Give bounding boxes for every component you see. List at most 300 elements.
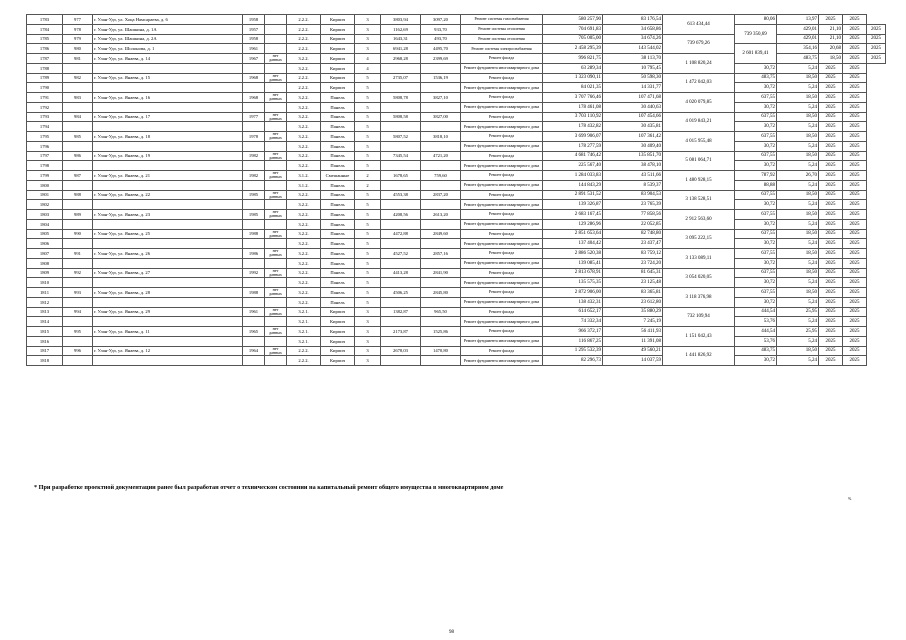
cell-extra-cost: 83 759,12 xyxy=(603,249,663,259)
cell-row-number: 1794 xyxy=(27,122,63,132)
cell-wall-note: нет данных xyxy=(265,268,287,278)
cell-address: г. Улан-Удэ, ул. Янаева, д. 29 xyxy=(93,307,243,317)
cell-wall-material: Кирпич xyxy=(321,356,355,366)
cell-end-year: 2025 xyxy=(843,346,867,356)
cell-end-year: 2025 xyxy=(843,219,867,229)
cell-work-cost: 2 891 531,52 xyxy=(543,190,603,200)
cell-house-id: 978 xyxy=(63,24,93,34)
table-row xyxy=(27,239,886,249)
cell-start-year: 2025 xyxy=(819,200,843,210)
cell-floors: 3 xyxy=(355,24,381,34)
table-row xyxy=(27,132,886,142)
cell-wall-note: нет данных xyxy=(265,210,287,220)
cell-row-number: 1796 xyxy=(27,141,63,151)
cell-house-id: 984 xyxy=(63,112,93,122)
cell-wall-material: Кирпич xyxy=(321,54,355,64)
table-row xyxy=(27,307,886,317)
cell-end-year: 2025 xyxy=(843,151,867,161)
cell-unit-price: 30,72 xyxy=(735,356,777,366)
cell-row-number: 1799 xyxy=(27,171,63,181)
cell-build-year: 1992 xyxy=(243,268,265,278)
cell-build-year xyxy=(243,219,265,229)
cell-living-area xyxy=(421,102,461,112)
cell-wall-material: Панель xyxy=(321,229,355,239)
cell-floors: 5 xyxy=(355,73,381,83)
cell-unit-price-extra: 5,24 xyxy=(777,200,819,210)
table-row xyxy=(27,63,886,73)
cell-total-cost: 1 108 820,24 xyxy=(663,54,735,74)
cell-extra-cost: 22 052,85 xyxy=(603,219,663,229)
cell-start-year: 2025 xyxy=(819,278,843,288)
cell-floors: 3 xyxy=(355,44,381,54)
cell-work-type: Ремонт системы электроснабжения xyxy=(461,44,543,54)
cell-address: г. Улан-Удэ, ул. Янаева, д. 12 xyxy=(93,346,243,356)
cell-total-cost: 1 480 928,15 xyxy=(663,171,735,191)
cell-row-number: 1797 xyxy=(27,151,63,161)
cell-work-cost: 84 021,35 xyxy=(543,83,603,93)
cell-unit-price: 637,55 xyxy=(735,249,777,259)
cell-house-id: 982 xyxy=(63,73,93,83)
cell-extra-cost: 49 560,21 xyxy=(603,346,663,356)
cell-unit-price: 483,75 xyxy=(735,73,777,83)
page-number: 98 xyxy=(449,630,454,635)
cell-floors: 5 xyxy=(355,200,381,210)
cell-house-id: 977 xyxy=(63,15,93,25)
cell-start-year: 2025 xyxy=(843,34,867,44)
cell-unit-price: 30,72 xyxy=(735,278,777,288)
cell-address xyxy=(93,180,243,190)
table-row xyxy=(27,83,886,93)
cell-type-code: 3.2.2. xyxy=(287,151,321,161)
cell-floors: 3 xyxy=(355,317,381,327)
table-row xyxy=(27,317,886,327)
cell-floors: 5 xyxy=(355,190,381,200)
cell-living-area: 2841,90 xyxy=(421,268,461,278)
cell-wall-note: нет данных xyxy=(265,307,287,317)
cell-work-type: Ремонт фасада xyxy=(461,93,543,103)
cell-work-type: Ремонт фундамента многоквартирного дома xyxy=(461,239,543,249)
cell-type-code: 3.2.2. xyxy=(287,102,321,112)
cell-total-area xyxy=(381,141,421,151)
cell-start-year: 2025 xyxy=(819,83,843,93)
cell-unit-price: 637,55 xyxy=(735,93,777,103)
cell-wall-note xyxy=(265,200,287,210)
cell-extra-cost: 135 851,70 xyxy=(603,151,663,161)
cell-end-year: 2025 xyxy=(843,190,867,200)
cell-start-year: 2025 xyxy=(819,210,843,220)
cell-row-number: 1807 xyxy=(27,249,63,259)
cell-row-number: 1809 xyxy=(27,268,63,278)
cell-address: г. Улан-Удэ, ул. Янаева, д. 23 xyxy=(93,210,243,220)
cell-row-number: 1818 xyxy=(27,356,63,366)
cell-start-year: 2025 xyxy=(819,15,843,25)
cell-work-type: Ремонт фундамента многоквартирного дома xyxy=(461,317,543,327)
cell-end-year: 2025 xyxy=(843,249,867,259)
cell-wall-material: Панель xyxy=(321,112,355,122)
cell-house-id: 987 xyxy=(63,171,93,181)
cell-build-year: 1978 xyxy=(243,132,265,142)
cell-start-year: 2025 xyxy=(819,141,843,151)
cell-row-number: 1803 xyxy=(27,210,63,220)
cell-unit-price: 30,72 xyxy=(735,219,777,229)
table-row xyxy=(27,200,886,210)
cell-wall-material: Панель xyxy=(321,102,355,112)
cell-row-number: 1805 xyxy=(27,229,63,239)
cell-work-cost: 580 257,90 xyxy=(543,15,603,25)
cell-unit-price: 30,72 xyxy=(735,122,777,132)
cell-start-year: 2025 xyxy=(819,180,843,190)
cell-total-cost: 3 118 376,98 xyxy=(663,288,735,308)
cell-start-year: 2025 xyxy=(843,24,867,34)
cell-floors: 5 xyxy=(355,210,381,220)
cell-wall-note xyxy=(265,34,287,44)
cell-work-type: Ремонт фундамента многоквартирного дома xyxy=(461,278,543,288)
cell-living-area: 493,70 xyxy=(421,34,461,44)
cell-start-year: 2025 xyxy=(819,73,843,83)
cell-work-type: Ремонт фасада xyxy=(461,190,543,200)
cell-row-number: 1806 xyxy=(27,239,63,249)
cell-wall-material: Панель xyxy=(321,190,355,200)
cell-extra-cost: 83 904,53 xyxy=(603,190,663,200)
cell-extra-cost: 30 440,63 xyxy=(603,102,663,112)
cell-house-id xyxy=(63,200,93,210)
cell-total-area xyxy=(381,122,421,132)
cell-unit-price-extra: 5,24 xyxy=(777,317,819,327)
cell-unit-price: 30,72 xyxy=(735,141,777,151)
cell-living-area xyxy=(421,200,461,210)
cell-work-cost: 82 296,73 xyxy=(543,356,603,366)
cell-wall-material: Панель xyxy=(321,132,355,142)
cell-wall-note: нет данных xyxy=(265,171,287,181)
cell-address xyxy=(93,336,243,346)
cell-type-code: 2.2.2. xyxy=(287,24,321,34)
cell-work-cost: 3 703 110,92 xyxy=(543,112,603,122)
cell-type-code: 2.2.2. xyxy=(287,73,321,83)
cell-wall-note xyxy=(265,297,287,307)
cell-work-type: Ремонт фундамента многоквартирного дома xyxy=(461,122,543,132)
cell-row-number: 1817 xyxy=(27,346,63,356)
cell-work-cost: 178 432,82 xyxy=(543,122,603,132)
cell-floors: 2 xyxy=(355,171,381,181)
cell-unit-price: 88,88 xyxy=(735,180,777,190)
cell-work-cost: 705 005,00 xyxy=(543,34,603,44)
cell-total-cost: 613 434,44 xyxy=(663,15,735,35)
cell-living-area: 2837,20 xyxy=(421,190,461,200)
table-row xyxy=(27,229,886,239)
cell-row-number: 1802 xyxy=(27,200,63,210)
cell-type-code: 3.2.2. xyxy=(287,229,321,239)
cell-wall-material: Панель xyxy=(321,278,355,288)
cell-build-year xyxy=(243,356,265,366)
cell-extra-cost: 7 245,19 xyxy=(603,317,663,327)
cell-work-cost: 138 432,31 xyxy=(543,297,603,307)
cell-build-year: 1988 xyxy=(243,288,265,298)
table-row xyxy=(27,268,886,278)
cell-unit-price: 483,75 xyxy=(735,346,777,356)
table-row xyxy=(27,327,886,337)
cell-work-type: Ремонт системы газоснабжения xyxy=(461,15,543,25)
cell-type-code: 3.2.2. xyxy=(287,239,321,249)
cell-unit-price-extra: 18,50 xyxy=(777,132,819,142)
cell-extra-cost: 34 674,26 xyxy=(603,34,663,44)
cell-total-area xyxy=(381,102,421,112)
cell-build-year: 1957 xyxy=(243,24,265,34)
cell-row-number: 1787 xyxy=(27,54,63,64)
cell-unit-price: 637,55 xyxy=(735,288,777,298)
cell-work-cost: 139 326,87 xyxy=(543,200,603,210)
cell-unit-price: 429,01 xyxy=(777,24,819,34)
cell-unit-price-extra: 18,50 xyxy=(777,73,819,83)
cell-extra-cost: 107 471,68 xyxy=(603,93,663,103)
cell-type-code: 3.2.2. xyxy=(287,200,321,210)
cell-total-cost: 2 601 839,41 xyxy=(735,44,777,64)
cell-floors: 3 xyxy=(355,356,381,366)
cell-house-id: 983 xyxy=(63,93,93,103)
cell-end-year: 2025 xyxy=(843,161,867,171)
cell-extra-cost: 43 511,66 xyxy=(603,171,663,181)
cell-house-id xyxy=(63,83,93,93)
cell-build-year: 1985 xyxy=(243,210,265,220)
cell-unit-price-extra: 18,50 xyxy=(777,229,819,239)
cell-total-area: 5808,78 xyxy=(381,93,421,103)
cell-floors: 3 xyxy=(355,336,381,346)
cell-wall-note xyxy=(265,258,287,268)
cell-house-id: 981 xyxy=(63,54,93,64)
cell-wall-note xyxy=(265,102,287,112)
cell-living-area: 1536,19 xyxy=(421,73,461,83)
cell-row-number: 1816 xyxy=(27,336,63,346)
cell-total-area: 2678,03 xyxy=(381,346,421,356)
cell-living-area: 933,70 xyxy=(421,24,461,34)
cell-living-area xyxy=(421,258,461,268)
cell-address xyxy=(93,63,243,73)
cell-extra-cost: 143 544,02 xyxy=(603,44,663,54)
cell-build-year xyxy=(243,161,265,171)
cell-wall-material: Панель xyxy=(321,180,355,190)
cell-build-year xyxy=(243,297,265,307)
cell-floors: 5 xyxy=(355,102,381,112)
cell-wall-note xyxy=(265,24,287,34)
cell-end-year: 2025 xyxy=(843,327,867,337)
cell-end-year: 2025 xyxy=(843,229,867,239)
cell-type-code: 2.2.2. xyxy=(287,346,321,356)
cell-unit-price: 637,55 xyxy=(735,151,777,161)
cell-row-number: 1789 xyxy=(27,73,63,83)
cell-unit-price-extra: 5,24 xyxy=(777,63,819,73)
cell-unit-price: 637,55 xyxy=(735,210,777,220)
cell-work-cost: 225 567,40 xyxy=(543,161,603,171)
cell-end-year: 2025 xyxy=(867,54,886,64)
cell-unit-price-extra: 5,24 xyxy=(777,83,819,93)
cell-total-cost: 4 015 955,48 xyxy=(663,132,735,152)
cell-work-cost: 1 284 033,83 xyxy=(543,171,603,181)
cell-wall-material: Панель xyxy=(321,200,355,210)
cell-house-id: 986 xyxy=(63,151,93,161)
cell-row-number: 1798 xyxy=(27,161,63,171)
cell-floors: 5 xyxy=(355,249,381,259)
cell-extra-cost: 8 539,37 xyxy=(603,180,663,190)
cell-end-year: 2025 xyxy=(843,73,867,83)
cell-floors: 5 xyxy=(355,112,381,122)
cell-work-cost: 2 458 295,39 xyxy=(543,44,603,54)
cell-unit-price: 30,72 xyxy=(735,239,777,249)
cell-work-type: Ремонт фасада xyxy=(461,288,543,298)
cell-work-cost: 74 332,34 xyxy=(543,317,603,327)
cell-build-year xyxy=(243,336,265,346)
cell-living-area xyxy=(421,63,461,73)
cell-total-area: 4208,56 xyxy=(381,210,421,220)
cell-wall-material: Кирпич xyxy=(321,346,355,356)
cell-living-area: 3818,10 xyxy=(421,132,461,142)
cell-unit-price: 30,72 xyxy=(735,200,777,210)
cell-unit-price: 30,72 xyxy=(735,83,777,93)
cell-living-area xyxy=(421,317,461,327)
cell-total-area: 4413,28 xyxy=(381,268,421,278)
table-row xyxy=(27,122,886,132)
cell-living-area xyxy=(421,278,461,288)
cell-total-area xyxy=(381,239,421,249)
cell-work-type: Ремонт фундамента многоквартирного дома xyxy=(461,141,543,151)
cell-wall-material: Кирпич xyxy=(321,34,355,44)
cell-total-area xyxy=(381,297,421,307)
cell-total-area xyxy=(381,63,421,73)
cell-total-area xyxy=(381,83,421,93)
cell-work-cost: 4 681 746,42 xyxy=(543,151,603,161)
cell-unit-price: 30,72 xyxy=(735,161,777,171)
cell-type-code: 3.2.2. xyxy=(287,122,321,132)
cell-total-cost: 3 095 222,15 xyxy=(663,229,735,249)
cell-extra-cost: 83 176,54 xyxy=(603,15,663,25)
cell-unit-price-extra: 5,24 xyxy=(777,356,819,366)
cell-unit-price: 637,55 xyxy=(735,268,777,278)
table-row xyxy=(27,141,886,151)
cell-unit-price-extra: 5,24 xyxy=(777,102,819,112)
cell-unit-price: 354,16 xyxy=(777,44,819,54)
cell-build-year xyxy=(243,278,265,288)
cell-start-year: 2025 xyxy=(819,307,843,317)
cell-build-year xyxy=(243,122,265,132)
cell-extra-cost: 107 454,66 xyxy=(603,112,663,122)
table-row xyxy=(27,219,886,229)
cell-work-type: Ремонт фасада xyxy=(461,54,543,64)
cell-work-cost: 1 295 532,39 xyxy=(543,346,603,356)
cell-work-type: Ремонт фундамента многоквартирного дома xyxy=(461,258,543,268)
cell-total-cost: 4 020 079,85 xyxy=(663,93,735,113)
cell-wall-material: Панель xyxy=(321,93,355,103)
footnote: * При разработке проектной документации ранее был разработан отчет о техническом состоянии на капитальный ремонт общего имущества в многоквартирном доме xyxy=(34,484,504,491)
cell-end-year: 2025 xyxy=(843,258,867,268)
cell-floors: 5 xyxy=(355,297,381,307)
cell-unit-price: 30,72 xyxy=(735,102,777,112)
cell-extra-cost: 38 113,70 xyxy=(603,54,663,64)
cell-house-id: 985 xyxy=(63,132,93,142)
cell-type-code: 3.2.2. xyxy=(287,132,321,142)
cell-build-year xyxy=(243,258,265,268)
cell-work-type: Ремонт фундамента многоквартирного дома xyxy=(461,200,543,210)
cell-unit-price-extra: 21,10 xyxy=(819,24,843,34)
cell-build-year: 1967 xyxy=(243,54,265,64)
cell-work-cost: 139 085,41 xyxy=(543,258,603,268)
cell-work-type: Ремонт фундамента многоквартирного дома xyxy=(461,63,543,73)
cell-start-year: 2025 xyxy=(819,288,843,298)
cell-living-area: 3827,10 xyxy=(421,93,461,103)
table-row xyxy=(27,44,886,54)
cell-unit-price-extra: 18,50 xyxy=(777,268,819,278)
cell-wall-material: Панель xyxy=(321,297,355,307)
cell-total-area: 3803,94 xyxy=(381,15,421,25)
cell-unit-price: 30,72 xyxy=(735,258,777,268)
cell-wall-note: нет данных xyxy=(265,346,287,356)
cell-total-area: 4527,52 xyxy=(381,249,421,259)
cell-house-id: 995 xyxy=(63,327,93,337)
cell-address: г. Улан-Удэ, ул. Янаева, д. 27 xyxy=(93,268,243,278)
cell-wall-note xyxy=(265,317,287,327)
cell-end-year: 2025 xyxy=(867,44,886,54)
cell-wall-note: нет данных xyxy=(265,73,287,83)
cell-start-year: 2025 xyxy=(819,229,843,239)
cell-floors: 5 xyxy=(355,219,381,229)
cell-start-year: 2025 xyxy=(843,44,867,54)
cell-address xyxy=(93,141,243,151)
cell-unit-price-extra: 5,24 xyxy=(777,122,819,132)
cell-work-type: Ремонт фасада xyxy=(461,151,543,161)
cell-wall-note: нет данных xyxy=(265,54,287,64)
cell-wall-note xyxy=(265,15,287,25)
cell-build-year xyxy=(243,63,265,73)
cell-end-year: 2025 xyxy=(867,24,886,34)
cell-type-code: 2.2.2. xyxy=(287,15,321,25)
cell-type-code: 2.2.2. xyxy=(287,44,321,54)
cell-house-id: 990 xyxy=(63,229,93,239)
cell-build-year: 1986 xyxy=(243,249,265,259)
cell-floors: 5 xyxy=(355,258,381,268)
cell-build-year: 1958 xyxy=(243,15,265,25)
cell-work-cost: 116 867,25 xyxy=(543,336,603,346)
cell-living-area: 3827,00 xyxy=(421,112,461,122)
cell-living-area: 2613,20 xyxy=(421,210,461,220)
cell-living-area xyxy=(421,141,461,151)
cell-type-code: 3.2.2. xyxy=(287,210,321,220)
cell-wall-material: Кирпич xyxy=(321,307,355,317)
cell-type-code: 3.2.2. xyxy=(287,278,321,288)
cell-total-cost: 732 109,94 xyxy=(663,307,735,327)
cell-living-area: 2399,69 xyxy=(421,54,461,64)
cell-unit-price-extra: 25,95 xyxy=(777,307,819,317)
cell-type-code: 3.2.2. xyxy=(287,161,321,171)
cell-extra-cost: 82 748,80 xyxy=(603,229,663,239)
cell-work-cost: 2 813 678,91 xyxy=(543,268,603,278)
cell-address: г. Улан-Удэ, ул. Шашкина, д. 1А xyxy=(93,24,243,34)
cell-end-year: 2025 xyxy=(843,288,867,298)
cell-work-type: Ремонт фасада xyxy=(461,132,543,142)
cell-extra-cost: 56 411,93 xyxy=(603,327,663,337)
cell-living-area: 965,50 xyxy=(421,307,461,317)
cell-total-area xyxy=(381,258,421,268)
cell-type-code: 3.2.1. xyxy=(287,307,321,317)
cell-wall-material: Панель xyxy=(321,151,355,161)
cell-end-year: 2025 xyxy=(843,307,867,317)
cell-house-id xyxy=(63,102,93,112)
cell-address: г. Улан-Удэ, ул. Янаева, д. 22 xyxy=(93,190,243,200)
cell-type-code: 3.2.2. xyxy=(287,112,321,122)
cell-end-year: 2025 xyxy=(843,210,867,220)
cell-work-cost: 3 699 906,07 xyxy=(543,132,603,142)
table-row xyxy=(27,15,886,25)
cell-unit-price-extra: 5,24 xyxy=(777,141,819,151)
cell-total-area xyxy=(381,356,421,366)
cell-end-year: 2025 xyxy=(843,171,867,181)
cell-living-area xyxy=(421,161,461,171)
